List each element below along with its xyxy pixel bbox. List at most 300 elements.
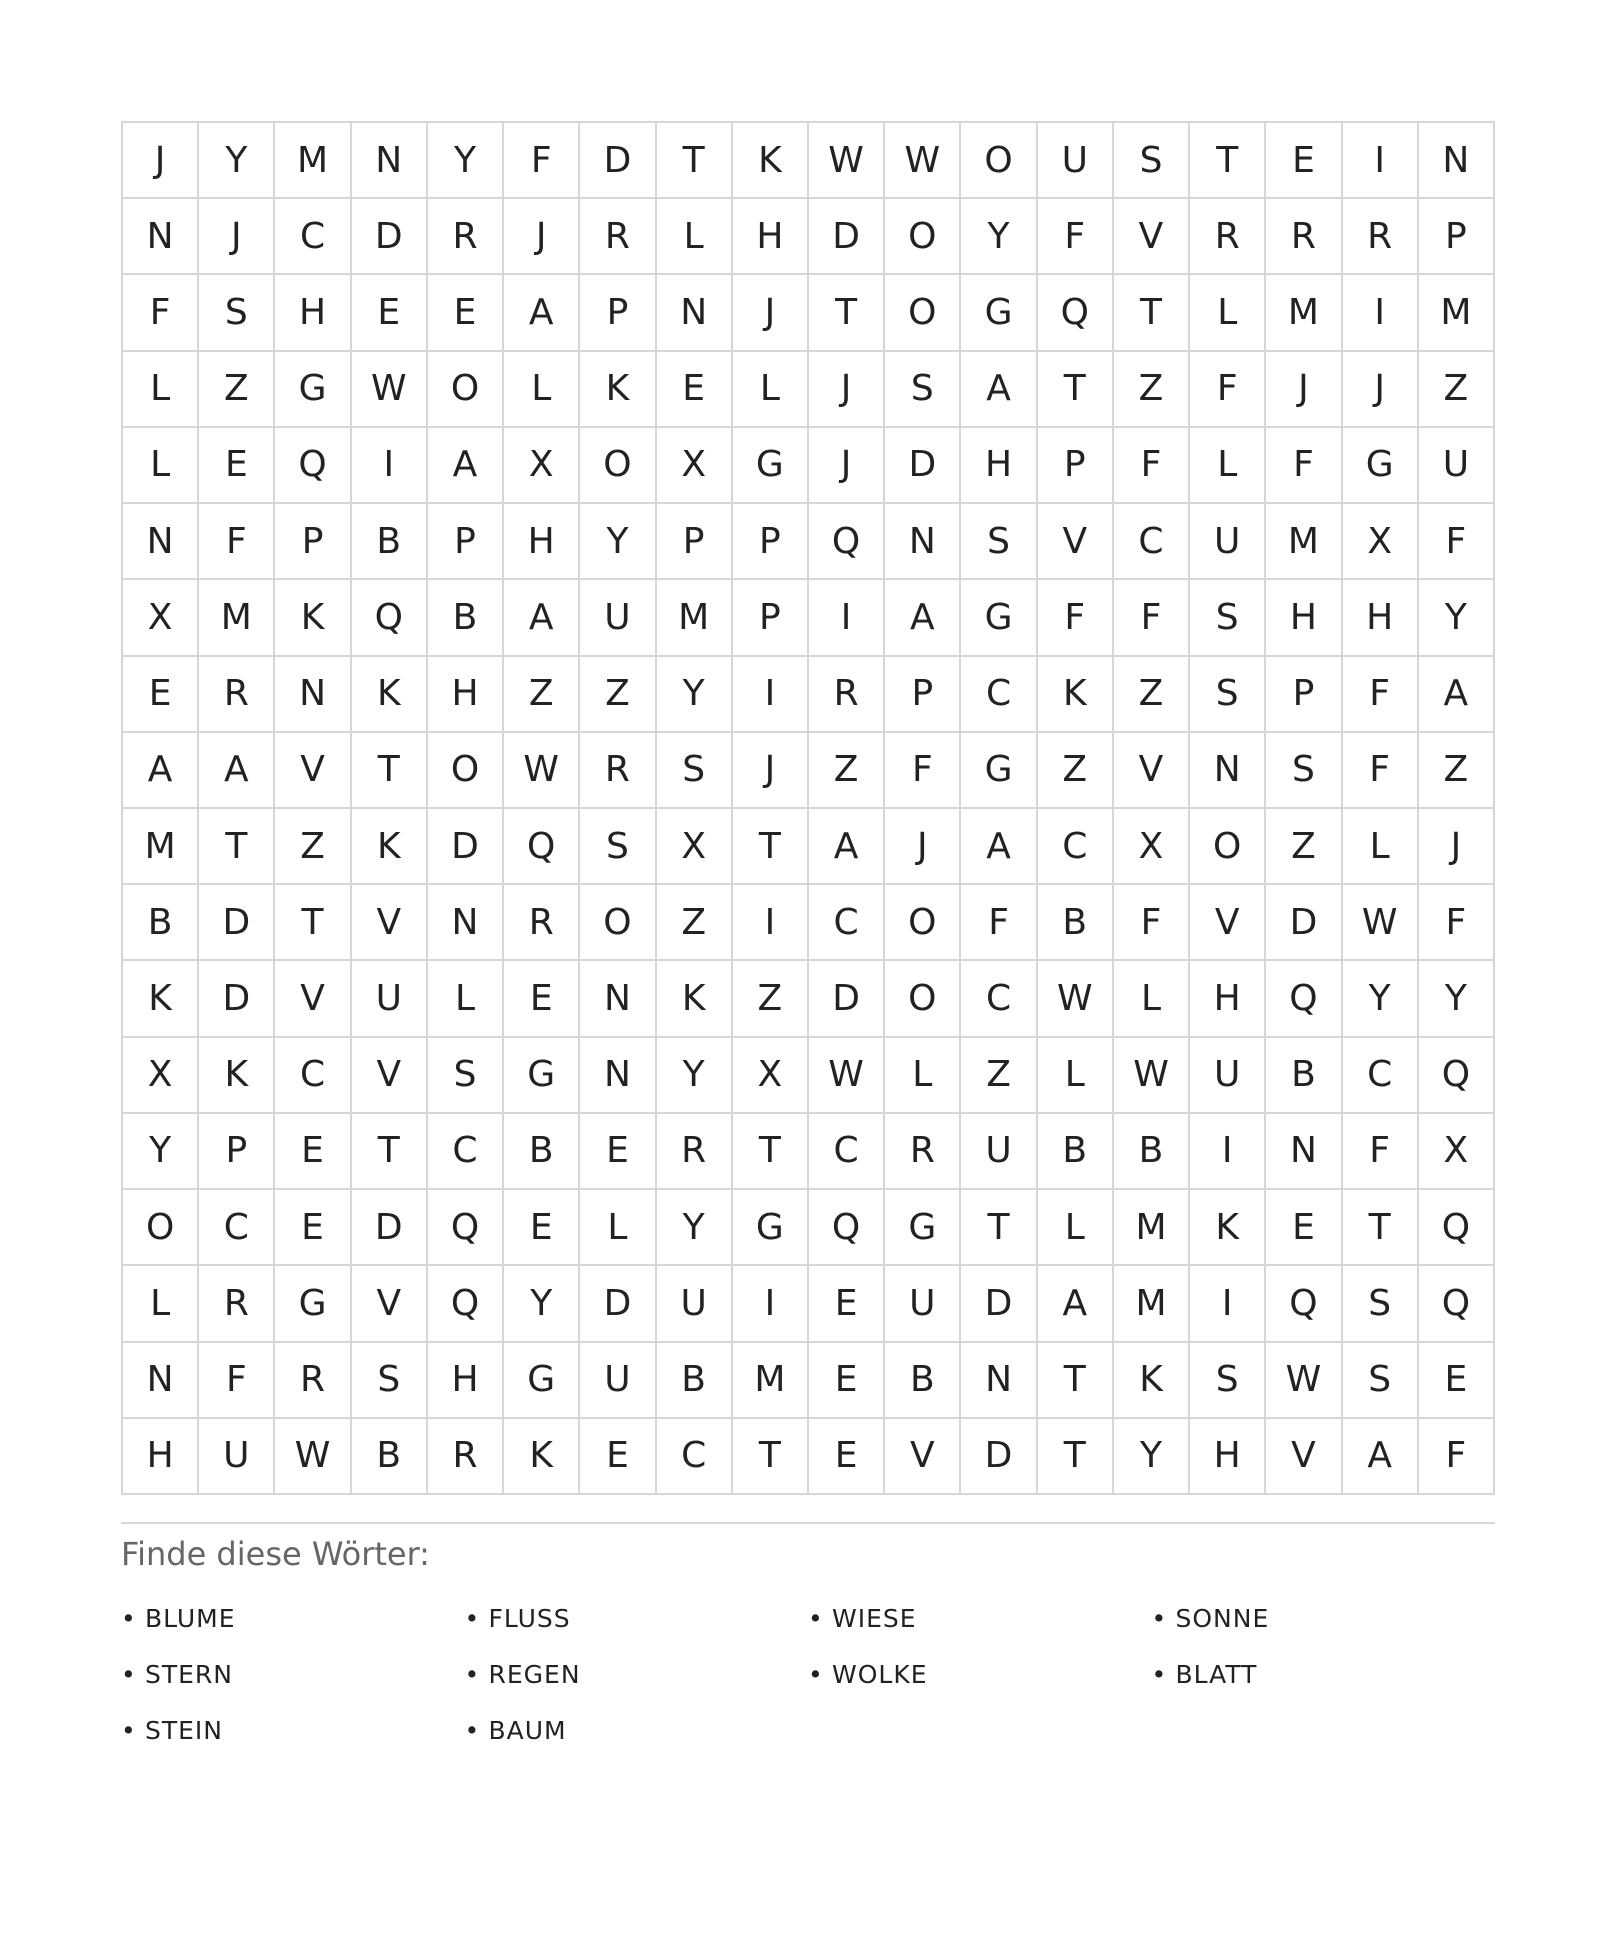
- grid-cell[interactable]: B: [1266, 1038, 1342, 1114]
- grid-cell[interactable]: Q: [1266, 961, 1342, 1037]
- grid-cell[interactable]: R: [809, 657, 885, 733]
- grid-cell[interactable]: K: [1190, 1190, 1266, 1266]
- grid-cell[interactable]: L: [1114, 961, 1190, 1037]
- grid-cell[interactable]: L: [504, 352, 580, 428]
- grid-cell[interactable]: D: [809, 961, 885, 1037]
- grid-cell[interactable]: B: [428, 580, 504, 656]
- grid-cell[interactable]: L: [428, 961, 504, 1037]
- grid-cell[interactable]: G: [961, 275, 1037, 351]
- grid-cell[interactable]: F: [1343, 657, 1419, 733]
- grid-cell[interactable]: G: [1343, 428, 1419, 504]
- grid-cell[interactable]: H: [428, 657, 504, 733]
- grid-cell[interactable]: Y: [1419, 961, 1495, 1037]
- grid-cell[interactable]: C: [275, 1038, 351, 1114]
- grid-cell[interactable]: B: [352, 504, 428, 580]
- grid-cell[interactable]: R: [428, 199, 504, 275]
- grid-cell[interactable]: T: [1343, 1190, 1419, 1266]
- grid-cell[interactable]: B: [657, 1343, 733, 1419]
- grid-cell[interactable]: V: [1190, 885, 1266, 961]
- grid-cell[interactable]: J: [809, 352, 885, 428]
- grid-cell[interactable]: F: [885, 733, 961, 809]
- grid-cell[interactable]: U: [580, 580, 656, 656]
- grid-cell[interactable]: A: [1419, 657, 1495, 733]
- grid-cell[interactable]: L: [1038, 1038, 1114, 1114]
- grid-cell[interactable]: N: [123, 1343, 199, 1419]
- grid-cell[interactable]: S: [657, 733, 733, 809]
- grid-cell[interactable]: N: [1190, 733, 1266, 809]
- grid-cell[interactable]: K: [1038, 657, 1114, 733]
- grid-cell[interactable]: S: [1343, 1343, 1419, 1419]
- grid-cell[interactable]: P: [1266, 657, 1342, 733]
- grid-cell[interactable]: H: [1190, 1419, 1266, 1495]
- grid-cell[interactable]: Y: [657, 1190, 733, 1266]
- grid-cell[interactable]: T: [352, 1114, 428, 1190]
- grid-cell[interactable]: E: [275, 1114, 351, 1190]
- grid-cell[interactable]: Y: [657, 1038, 733, 1114]
- grid-cell[interactable]: F: [1038, 580, 1114, 656]
- grid-cell[interactable]: Z: [504, 657, 580, 733]
- grid-cell[interactable]: R: [199, 1266, 275, 1342]
- grid-cell[interactable]: G: [733, 1190, 809, 1266]
- grid-cell[interactable]: B: [504, 1114, 580, 1190]
- grid-cell[interactable]: V: [275, 733, 351, 809]
- grid-cell[interactable]: A: [961, 809, 1037, 885]
- grid-cell[interactable]: P: [1038, 428, 1114, 504]
- grid-cell[interactable]: Y: [504, 1266, 580, 1342]
- grid-cell[interactable]: L: [733, 352, 809, 428]
- grid-cell[interactable]: D: [961, 1266, 1037, 1342]
- grid-cell[interactable]: R: [275, 1343, 351, 1419]
- grid-cell[interactable]: U: [199, 1419, 275, 1495]
- grid-cell[interactable]: S: [1190, 1343, 1266, 1419]
- grid-cell[interactable]: W: [1114, 1038, 1190, 1114]
- grid-cell[interactable]: U: [1190, 504, 1266, 580]
- grid-cell[interactable]: E: [352, 275, 428, 351]
- grid-cell[interactable]: E: [1266, 123, 1342, 199]
- grid-cell[interactable]: X: [1114, 809, 1190, 885]
- grid-cell[interactable]: M: [275, 123, 351, 199]
- grid-cell[interactable]: N: [428, 885, 504, 961]
- grid-cell[interactable]: W: [504, 733, 580, 809]
- grid-cell[interactable]: S: [428, 1038, 504, 1114]
- grid-cell[interactable]: N: [885, 504, 961, 580]
- grid-cell[interactable]: F: [1190, 352, 1266, 428]
- grid-cell[interactable]: N: [580, 1038, 656, 1114]
- grid-cell[interactable]: Y: [428, 123, 504, 199]
- grid-cell[interactable]: F: [1343, 733, 1419, 809]
- grid-cell[interactable]: R: [885, 1114, 961, 1190]
- grid-cell[interactable]: X: [657, 809, 733, 885]
- grid-cell[interactable]: A: [428, 428, 504, 504]
- grid-cell[interactable]: N: [123, 199, 199, 275]
- grid-cell[interactable]: D: [961, 1419, 1037, 1495]
- grid-cell[interactable]: P: [733, 504, 809, 580]
- grid-cell[interactable]: U: [657, 1266, 733, 1342]
- grid-cell[interactable]: V: [1114, 733, 1190, 809]
- grid-cell[interactable]: T: [657, 123, 733, 199]
- grid-cell[interactable]: N: [275, 657, 351, 733]
- grid-cell[interactable]: Q: [1419, 1190, 1495, 1266]
- grid-cell[interactable]: Z: [580, 657, 656, 733]
- grid-cell[interactable]: I: [1190, 1266, 1266, 1342]
- grid-cell[interactable]: L: [580, 1190, 656, 1266]
- grid-cell[interactable]: F: [961, 885, 1037, 961]
- grid-cell[interactable]: N: [352, 123, 428, 199]
- grid-cell[interactable]: T: [1190, 123, 1266, 199]
- grid-cell[interactable]: U: [1038, 123, 1114, 199]
- grid-cell[interactable]: P: [885, 657, 961, 733]
- grid-cell[interactable]: P: [733, 580, 809, 656]
- grid-cell[interactable]: O: [123, 1190, 199, 1266]
- grid-cell[interactable]: P: [199, 1114, 275, 1190]
- grid-cell[interactable]: S: [352, 1343, 428, 1419]
- grid-cell[interactable]: O: [428, 352, 504, 428]
- grid-cell[interactable]: E: [809, 1419, 885, 1495]
- grid-cell[interactable]: O: [428, 733, 504, 809]
- grid-cell[interactable]: O: [885, 961, 961, 1037]
- grid-cell[interactable]: C: [428, 1114, 504, 1190]
- grid-cell[interactable]: V: [885, 1419, 961, 1495]
- grid-cell[interactable]: Y: [580, 504, 656, 580]
- grid-cell[interactable]: Q: [1266, 1266, 1342, 1342]
- grid-cell[interactable]: B: [1038, 885, 1114, 961]
- grid-cell[interactable]: X: [123, 1038, 199, 1114]
- grid-cell[interactable]: O: [885, 199, 961, 275]
- grid-cell[interactable]: E: [1266, 1190, 1342, 1266]
- grid-cell[interactable]: W: [1038, 961, 1114, 1037]
- grid-cell[interactable]: D: [199, 961, 275, 1037]
- grid-cell[interactable]: U: [961, 1114, 1037, 1190]
- grid-cell[interactable]: A: [961, 352, 1037, 428]
- grid-cell[interactable]: N: [123, 504, 199, 580]
- grid-cell[interactable]: F: [1419, 1419, 1495, 1495]
- grid-cell[interactable]: K: [733, 123, 809, 199]
- grid-cell[interactable]: E: [504, 1190, 580, 1266]
- grid-cell[interactable]: Q: [428, 1266, 504, 1342]
- grid-cell[interactable]: T: [733, 809, 809, 885]
- grid-cell[interactable]: X: [657, 428, 733, 504]
- grid-cell[interactable]: E: [504, 961, 580, 1037]
- grid-cell[interactable]: K: [199, 1038, 275, 1114]
- grid-cell[interactable]: P: [275, 504, 351, 580]
- grid-cell[interactable]: G: [504, 1038, 580, 1114]
- grid-cell[interactable]: T: [1038, 1343, 1114, 1419]
- grid-cell[interactable]: S: [1190, 580, 1266, 656]
- grid-cell[interactable]: U: [352, 961, 428, 1037]
- grid-cell[interactable]: Z: [275, 809, 351, 885]
- grid-cell[interactable]: G: [275, 352, 351, 428]
- grid-cell[interactable]: F: [123, 275, 199, 351]
- grid-cell[interactable]: R: [428, 1419, 504, 1495]
- grid-cell[interactable]: Z: [1419, 352, 1495, 428]
- grid-cell[interactable]: D: [352, 199, 428, 275]
- grid-cell[interactable]: M: [733, 1343, 809, 1419]
- grid-cell[interactable]: S: [1343, 1266, 1419, 1342]
- grid-cell[interactable]: F: [1343, 1114, 1419, 1190]
- grid-cell[interactable]: E: [123, 657, 199, 733]
- grid-cell[interactable]: H: [504, 504, 580, 580]
- grid-cell[interactable]: W: [352, 352, 428, 428]
- grid-cell[interactable]: P: [1419, 199, 1495, 275]
- grid-cell[interactable]: K: [580, 352, 656, 428]
- grid-cell[interactable]: J: [733, 275, 809, 351]
- grid-cell[interactable]: J: [504, 199, 580, 275]
- grid-cell[interactable]: V: [1266, 1419, 1342, 1495]
- grid-cell[interactable]: H: [733, 199, 809, 275]
- grid-cell[interactable]: X: [733, 1038, 809, 1114]
- grid-cell[interactable]: O: [580, 428, 656, 504]
- grid-cell[interactable]: G: [275, 1266, 351, 1342]
- grid-cell[interactable]: I: [352, 428, 428, 504]
- grid-cell[interactable]: Y: [1343, 961, 1419, 1037]
- grid-cell[interactable]: D: [428, 809, 504, 885]
- grid-cell[interactable]: F: [1419, 885, 1495, 961]
- grid-cell[interactable]: J: [1266, 352, 1342, 428]
- grid-cell[interactable]: S: [199, 275, 275, 351]
- grid-cell[interactable]: D: [885, 428, 961, 504]
- grid-cell[interactable]: D: [199, 885, 275, 961]
- grid-cell[interactable]: V: [352, 885, 428, 961]
- grid-cell[interactable]: O: [885, 275, 961, 351]
- grid-cell[interactable]: M: [1114, 1190, 1190, 1266]
- grid-cell[interactable]: Y: [961, 199, 1037, 275]
- grid-cell[interactable]: R: [1190, 199, 1266, 275]
- grid-cell[interactable]: T: [733, 1114, 809, 1190]
- grid-cell[interactable]: F: [199, 504, 275, 580]
- grid-cell[interactable]: V: [1114, 199, 1190, 275]
- grid-cell[interactable]: E: [428, 275, 504, 351]
- grid-cell[interactable]: A: [123, 733, 199, 809]
- grid-cell[interactable]: V: [1038, 504, 1114, 580]
- grid-cell[interactable]: K: [352, 809, 428, 885]
- grid-cell[interactable]: F: [1114, 580, 1190, 656]
- grid-cell[interactable]: E: [657, 352, 733, 428]
- grid-cell[interactable]: R: [1266, 199, 1342, 275]
- grid-cell[interactable]: Z: [1266, 809, 1342, 885]
- grid-cell[interactable]: A: [1343, 1419, 1419, 1495]
- grid-cell[interactable]: Y: [1114, 1419, 1190, 1495]
- grid-cell[interactable]: B: [123, 885, 199, 961]
- grid-cell[interactable]: Z: [199, 352, 275, 428]
- grid-cell[interactable]: Q: [504, 809, 580, 885]
- grid-cell[interactable]: C: [809, 885, 885, 961]
- grid-cell[interactable]: T: [352, 733, 428, 809]
- grid-cell[interactable]: X: [504, 428, 580, 504]
- grid-cell[interactable]: C: [1114, 504, 1190, 580]
- grid-cell[interactable]: W: [275, 1419, 351, 1495]
- grid-cell[interactable]: I: [809, 580, 885, 656]
- grid-cell[interactable]: T: [961, 1190, 1037, 1266]
- grid-cell[interactable]: F: [1038, 199, 1114, 275]
- grid-cell[interactable]: C: [657, 1419, 733, 1495]
- grid-cell[interactable]: N: [961, 1343, 1037, 1419]
- grid-cell[interactable]: L: [123, 1266, 199, 1342]
- grid-cell[interactable]: D: [580, 123, 656, 199]
- grid-cell[interactable]: R: [580, 733, 656, 809]
- grid-cell[interactable]: I: [1190, 1114, 1266, 1190]
- grid-cell[interactable]: K: [657, 961, 733, 1037]
- grid-cell[interactable]: X: [123, 580, 199, 656]
- grid-cell[interactable]: G: [885, 1190, 961, 1266]
- grid-cell[interactable]: E: [580, 1419, 656, 1495]
- grid-cell[interactable]: C: [199, 1190, 275, 1266]
- grid-cell[interactable]: C: [1343, 1038, 1419, 1114]
- grid-cell[interactable]: W: [809, 123, 885, 199]
- grid-cell[interactable]: X: [1343, 504, 1419, 580]
- grid-cell[interactable]: M: [1114, 1266, 1190, 1342]
- grid-cell[interactable]: J: [809, 428, 885, 504]
- grid-cell[interactable]: D: [809, 199, 885, 275]
- grid-cell[interactable]: A: [809, 809, 885, 885]
- grid-cell[interactable]: J: [1419, 809, 1495, 885]
- grid-cell[interactable]: J: [885, 809, 961, 885]
- grid-cell[interactable]: Q: [1419, 1266, 1495, 1342]
- grid-cell[interactable]: P: [580, 275, 656, 351]
- grid-cell[interactable]: H: [1266, 580, 1342, 656]
- grid-cell[interactable]: Z: [733, 961, 809, 1037]
- grid-cell[interactable]: W: [1343, 885, 1419, 961]
- grid-cell[interactable]: L: [657, 199, 733, 275]
- grid-cell[interactable]: N: [1266, 1114, 1342, 1190]
- grid-cell[interactable]: R: [199, 657, 275, 733]
- grid-cell[interactable]: Q: [1419, 1038, 1495, 1114]
- grid-cell[interactable]: M: [123, 809, 199, 885]
- grid-cell[interactable]: D: [1266, 885, 1342, 961]
- grid-cell[interactable]: H: [123, 1419, 199, 1495]
- grid-cell[interactable]: M: [1419, 275, 1495, 351]
- grid-cell[interactable]: F: [1419, 504, 1495, 580]
- grid-cell[interactable]: U: [1419, 428, 1495, 504]
- grid-cell[interactable]: R: [580, 199, 656, 275]
- grid-cell[interactable]: B: [1038, 1114, 1114, 1190]
- grid-cell[interactable]: C: [1038, 809, 1114, 885]
- grid-cell[interactable]: Q: [352, 580, 428, 656]
- grid-cell[interactable]: L: [1343, 809, 1419, 885]
- grid-cell[interactable]: T: [733, 1419, 809, 1495]
- grid-cell[interactable]: K: [1114, 1343, 1190, 1419]
- grid-cell[interactable]: J: [123, 123, 199, 199]
- grid-cell[interactable]: N: [580, 961, 656, 1037]
- grid-cell[interactable]: E: [1419, 1343, 1495, 1419]
- grid-cell[interactable]: S: [1190, 657, 1266, 733]
- grid-cell[interactable]: E: [580, 1114, 656, 1190]
- grid-cell[interactable]: M: [199, 580, 275, 656]
- grid-cell[interactable]: S: [961, 504, 1037, 580]
- grid-cell[interactable]: V: [352, 1266, 428, 1342]
- grid-cell[interactable]: H: [428, 1343, 504, 1419]
- grid-cell[interactable]: T: [1038, 1419, 1114, 1495]
- grid-cell[interactable]: S: [885, 352, 961, 428]
- grid-cell[interactable]: H: [1190, 961, 1266, 1037]
- grid-cell[interactable]: M: [657, 580, 733, 656]
- grid-cell[interactable]: Z: [1114, 657, 1190, 733]
- grid-cell[interactable]: U: [1190, 1038, 1266, 1114]
- grid-cell[interactable]: Y: [123, 1114, 199, 1190]
- grid-cell[interactable]: S: [580, 809, 656, 885]
- grid-cell[interactable]: F: [1114, 885, 1190, 961]
- grid-cell[interactable]: K: [275, 580, 351, 656]
- grid-cell[interactable]: L: [885, 1038, 961, 1114]
- grid-cell[interactable]: E: [809, 1266, 885, 1342]
- grid-cell[interactable]: T: [809, 275, 885, 351]
- grid-cell[interactable]: L: [123, 428, 199, 504]
- grid-cell[interactable]: G: [961, 733, 1037, 809]
- grid-cell[interactable]: T: [1114, 275, 1190, 351]
- grid-cell[interactable]: I: [733, 1266, 809, 1342]
- grid-cell[interactable]: I: [1343, 123, 1419, 199]
- grid-cell[interactable]: B: [352, 1419, 428, 1495]
- grid-cell[interactable]: A: [885, 580, 961, 656]
- grid-cell[interactable]: C: [275, 199, 351, 275]
- grid-cell[interactable]: Q: [809, 1190, 885, 1266]
- grid-cell[interactable]: Q: [809, 504, 885, 580]
- grid-cell[interactable]: U: [580, 1343, 656, 1419]
- grid-cell[interactable]: T: [199, 809, 275, 885]
- grid-cell[interactable]: J: [1343, 352, 1419, 428]
- grid-cell[interactable]: O: [580, 885, 656, 961]
- grid-cell[interactable]: O: [885, 885, 961, 961]
- grid-cell[interactable]: T: [275, 885, 351, 961]
- grid-cell[interactable]: N: [1419, 123, 1495, 199]
- grid-cell[interactable]: L: [1038, 1190, 1114, 1266]
- grid-cell[interactable]: S: [1114, 123, 1190, 199]
- grid-cell[interactable]: D: [580, 1266, 656, 1342]
- grid-cell[interactable]: A: [199, 733, 275, 809]
- grid-cell[interactable]: F: [1114, 428, 1190, 504]
- grid-cell[interactable]: X: [1419, 1114, 1495, 1190]
- grid-cell[interactable]: F: [504, 123, 580, 199]
- grid-cell[interactable]: Q: [1038, 275, 1114, 351]
- grid-cell[interactable]: Z: [961, 1038, 1037, 1114]
- grid-cell[interactable]: L: [123, 352, 199, 428]
- grid-cell[interactable]: L: [1190, 428, 1266, 504]
- grid-cell[interactable]: N: [657, 275, 733, 351]
- grid-cell[interactable]: F: [199, 1343, 275, 1419]
- grid-cell[interactable]: G: [504, 1343, 580, 1419]
- grid-cell[interactable]: L: [1190, 275, 1266, 351]
- grid-cell[interactable]: K: [504, 1419, 580, 1495]
- grid-cell[interactable]: H: [961, 428, 1037, 504]
- grid-cell[interactable]: K: [352, 657, 428, 733]
- grid-cell[interactable]: H: [1343, 580, 1419, 656]
- grid-cell[interactable]: J: [199, 199, 275, 275]
- grid-cell[interactable]: T: [1038, 352, 1114, 428]
- grid-cell[interactable]: G: [961, 580, 1037, 656]
- grid-cell[interactable]: O: [961, 123, 1037, 199]
- grid-cell[interactable]: F: [1266, 428, 1342, 504]
- grid-cell[interactable]: A: [1038, 1266, 1114, 1342]
- grid-cell[interactable]: Z: [657, 885, 733, 961]
- grid-cell[interactable]: K: [123, 961, 199, 1037]
- grid-cell[interactable]: W: [809, 1038, 885, 1114]
- grid-cell[interactable]: E: [275, 1190, 351, 1266]
- grid-cell[interactable]: S: [1266, 733, 1342, 809]
- grid-cell[interactable]: B: [1114, 1114, 1190, 1190]
- grid-cell[interactable]: O: [1190, 809, 1266, 885]
- grid-cell[interactable]: Y: [657, 657, 733, 733]
- grid-cell[interactable]: U: [885, 1266, 961, 1342]
- grid-cell[interactable]: R: [657, 1114, 733, 1190]
- grid-cell[interactable]: V: [275, 961, 351, 1037]
- grid-cell[interactable]: E: [199, 428, 275, 504]
- grid-cell[interactable]: W: [885, 123, 961, 199]
- grid-cell[interactable]: C: [961, 657, 1037, 733]
- grid-cell[interactable]: R: [1343, 199, 1419, 275]
- grid-cell[interactable]: I: [1343, 275, 1419, 351]
- grid-cell[interactable]: E: [809, 1343, 885, 1419]
- grid-cell[interactable]: D: [352, 1190, 428, 1266]
- grid-cell[interactable]: Z: [1114, 352, 1190, 428]
